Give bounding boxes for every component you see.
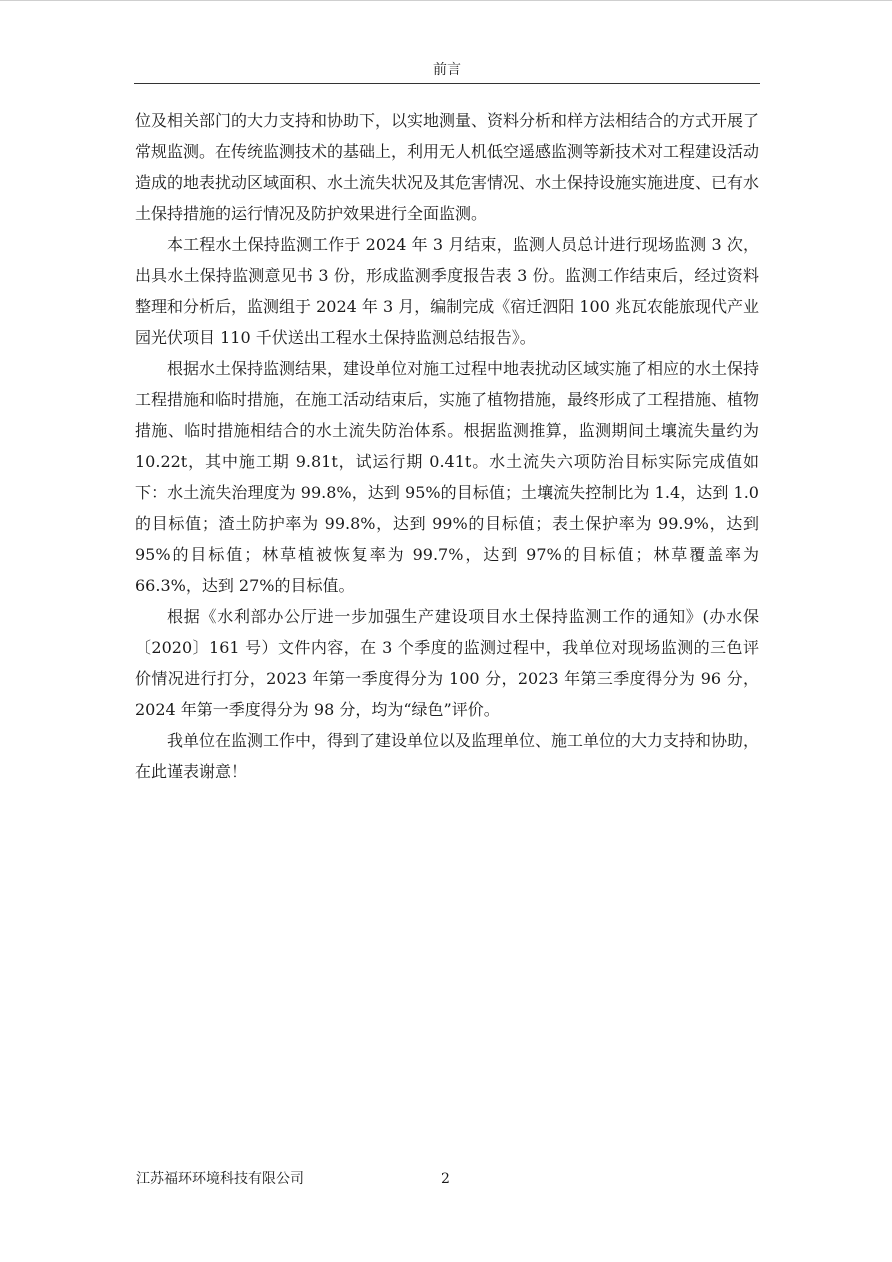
page-header [134,59,760,84]
paragraph-monitoring-summary: 本工程水土保持监测工作于 2024 年 3 月结束，监测人员总计进行现场监测 3 次，出具水土保持监测意见书 3 份，形成监测季度报告表 3 份。监测工作结束后，经过资料整理和分析后，监测组于 2024 年 3 月，编制完成《宿迁泗阳 100 兆瓦农能旅现代产业园光伏项目 110 千伏送出工程水土保持监测总结报告》。 [135,235,759,347]
footer-company-name: 江苏福环环境科技有限公司 [136,1171,304,1187]
paragraph-monitoring-results: 根据水土保持监测结果，建设单位对施工过程中地表扰动区域实施了相应的水土保持工程措施和临时措施，在施工活动结束后，实施了植物措施，最终形成了工程措施、植物措施、临时措施相结合的水土流失防治体系。根据监测推算，监测期间土壤流失量约为 10.22t，其中施工期 9.81t，试运行期 0.41t。水土流失六项防治目标实际完成值如下：水土流失治理度为 99.8%，达到 95%的目标值；土壤流失控制比为 1.4，达到 1.0 的目标值；渣土防护率为 99.8%，达到 99%的目标值；表土保护率为 99.9%，达到 95%的目标值；林草植被恢复率为 99.7%，达到 97%的目标值；林草覆盖率为 66.3%，达到 27%的目标值。 [135,359,760,595]
paragraph-acknowledgement: 我单位在监测工作中，得到了建设单位以及监理单位、施工单位的大力支持和协助，在此谨表谢意！ [135,731,760,781]
footer-page-number: 2 [441,1171,450,1187]
paragraph-three-color-evaluation: 根据《水利部办公厅进一步加强生产建设项目水土保持监测工作的通知》(办水保〔2020〕161 号）文件内容，在 3 个季度的监测过程中，我单位对现场监测的三色评价情况进行打分，2023 年第一季度得分为 100 分，2023 年第三季度得分为 96 分，2024 年第一季度得分为 98 分，均为“绿色”评价。 [135,607,759,719]
paragraph-continuation: 位及相关部门的大力支持和协助下，以实地测量、资料分析和样方法相结合的方式开展了常规监测。在传统监测技术的基础上，利用无人机低空遥感监测等新技术对工程建设活动造成的地表扰动区域面积、水土流失状况及其危害情况、水土保持设施实施进度、已有水土保持措施的运行情况及防护效果进行全面监测。 [135,111,760,223]
header-title: 前言 [433,62,461,78]
body-text [135,105,759,787]
